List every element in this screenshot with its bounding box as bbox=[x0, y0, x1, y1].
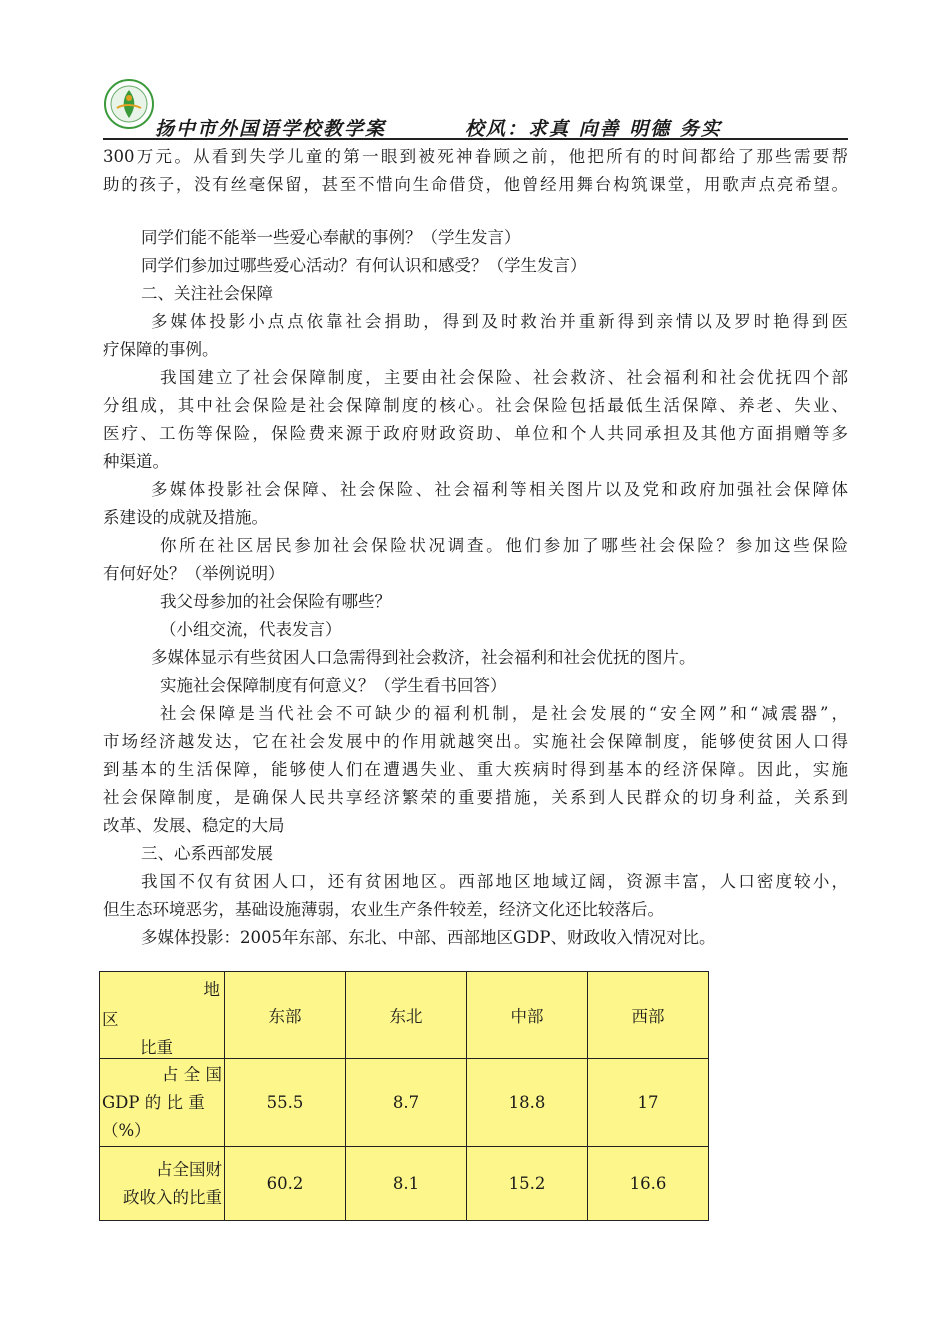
paragraph-line: 社会保障制度，是确保人民共享经济繁荣的重要措施，关系到人民群众的切身利益，关系到 bbox=[103, 788, 848, 807]
paragraph-line: 多媒体投影小点点依靠社会捐助，得到及时救治并重新得到亲情以及罗时艳得到医 bbox=[151, 312, 848, 331]
paragraph-line: 改革、发展、稳定的大局 bbox=[103, 816, 285, 835]
paragraph-line: 你所在社区居民参加社会保险状况调查。他们参加了哪些社会保险？参加这些保险 bbox=[160, 536, 848, 555]
paragraph-line: 多媒体显示有些贫困人口急需得到社会救济，社会福利和社会优抚的图片。 bbox=[151, 648, 696, 667]
row-label-gdp bbox=[100, 1059, 225, 1147]
table-cell: 18.8 bbox=[467, 1059, 588, 1147]
row-label-line: （%） bbox=[102, 1120, 151, 1140]
section-heading: 二、关注社会保障 bbox=[141, 284, 273, 303]
corner-label-top: 地 bbox=[203, 980, 220, 999]
row-label-line: 占全国财 bbox=[156, 1159, 222, 1179]
paragraph-line: 多媒体投影：2005年东部、东北、中部、西部地区GDP、财政收入情况对比。 bbox=[141, 928, 716, 947]
page-header bbox=[103, 78, 848, 140]
table-cell: 8.1 bbox=[346, 1147, 467, 1221]
paragraph-line: 到基本的生活保障，能够使人们在遭遇失业、重大疾病时得到基本的经济保障。因此，实施 bbox=[103, 760, 848, 779]
gdp-comparison-table bbox=[99, 971, 709, 1221]
row-label-line: 政收入的比重 bbox=[123, 1187, 222, 1207]
paragraph-line: 我父母参加的社会保险有哪些？ bbox=[160, 592, 391, 611]
table-cell: 17 bbox=[588, 1059, 709, 1147]
school-logo-icon bbox=[103, 78, 155, 130]
column-header: 东部 bbox=[225, 972, 346, 1059]
paragraph-line: 分组成，其中社会保险是社会保障制度的核心。社会保险包括最低生活保障、养老、失业、 bbox=[103, 396, 848, 415]
school-motto: 校风：求真 向善 明德 务实 bbox=[465, 118, 722, 140]
corner-label-bottom: 比重 bbox=[140, 1038, 173, 1057]
row-label-line: 占 全 国 bbox=[162, 1064, 222, 1084]
column-header: 中部 bbox=[467, 972, 588, 1059]
table-cell: 15.2 bbox=[467, 1147, 588, 1221]
table-cell: 16.6 bbox=[588, 1147, 709, 1221]
document-body bbox=[103, 143, 848, 952]
row-label-revenue bbox=[100, 1147, 225, 1221]
table-cell: 8.7 bbox=[346, 1059, 467, 1147]
paragraph-line: 我国建立了社会保障制度，主要由社会保险、社会救济、社会福利和社会优抚四个部 bbox=[160, 368, 848, 387]
paragraph-line: 种渠道。 bbox=[103, 452, 169, 471]
table-cell: 55.5 bbox=[225, 1059, 346, 1147]
paragraph-line: 社会保障是当代社会不可缺少的福利机制，是社会发展的“安全网”和“减震器”， bbox=[160, 704, 848, 723]
paragraph-line: 疗保障的事例。 bbox=[103, 340, 219, 359]
row-label-line: GDP 的 比 重 bbox=[102, 1092, 205, 1112]
paragraph-line: （小组交流，代表发言） bbox=[160, 620, 342, 639]
paragraph-line: 助的孩子，没有丝毫保留，甚至不惜向生命借贷，他曾经用舞台构筑课堂，用歌声点亮希望。 bbox=[103, 175, 848, 194]
school-name: 扬中市外国语学校教学案 bbox=[155, 118, 387, 140]
paragraph-line: 医疗、工伤等保险，保险费来源于政府财政资助、单位和个人共同承担及其他方面捐赠等多 bbox=[103, 424, 848, 443]
corner-label-mid: 区 bbox=[102, 1010, 119, 1029]
column-header: 东北 bbox=[346, 972, 467, 1059]
paragraph-line: 同学们参加过哪些爱心活动？有何认识和感受？（学生发言） bbox=[141, 256, 587, 275]
table-row bbox=[100, 1059, 709, 1147]
table-row bbox=[100, 1147, 709, 1221]
paragraph-line: 系建设的成就及措施。 bbox=[103, 508, 268, 527]
section-heading: 三、心系西部发展 bbox=[141, 844, 273, 863]
paragraph-line: 300万元。从看到失学儿童的第一眼到被死神眷顾之前，他把所有的时间都给了那些需要帮 bbox=[103, 147, 848, 166]
paragraph-line: 多媒体投影社会保障、社会保险、社会福利等相关图片以及党和政府加强社会保障体 bbox=[151, 480, 848, 499]
header-divider bbox=[103, 138, 848, 140]
paragraph-line: 但生态环境恶劣，基础设施薄弱，农业生产条件较差，经济文化还比较落后。 bbox=[103, 900, 664, 919]
column-header: 西部 bbox=[588, 972, 709, 1059]
paragraph-line: 我国不仅有贫困人口，还有贫困地区。西部地区地域辽阔，资源丰富，人口密度较小， bbox=[141, 872, 848, 891]
paragraph-line: 市场经济越发达，它在社会发展中的作用就越突出。实施社会保障制度，能够使贫困人口得 bbox=[103, 732, 848, 751]
paragraph-line: 有何好处？（举例说明） bbox=[103, 564, 285, 583]
table-cell: 60.2 bbox=[225, 1147, 346, 1221]
table-corner-cell bbox=[100, 972, 225, 1059]
table-header-row bbox=[100, 972, 709, 1059]
paragraph-line: 实施社会保障制度有何意义？（学生看书回答） bbox=[160, 676, 507, 695]
paragraph-line: 同学们能不能举一些爱心奉献的事例？（学生发言） bbox=[141, 228, 521, 247]
